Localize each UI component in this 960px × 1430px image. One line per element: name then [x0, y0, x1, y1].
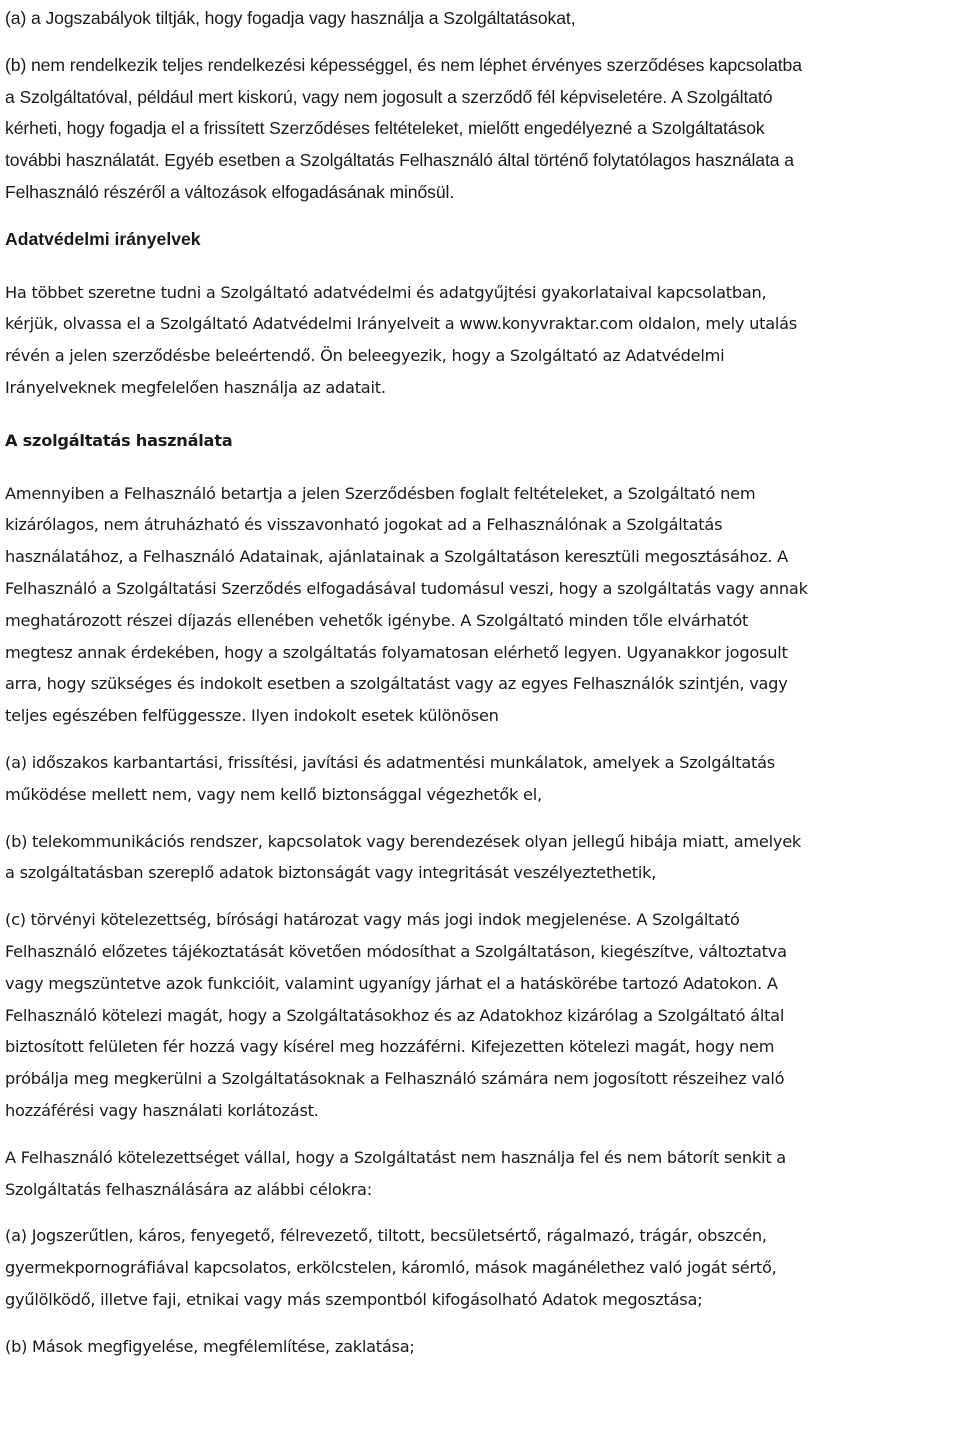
text-line: működése mellett nem, vagy nem kellő biztonsággal végezhetők el, — [5, 784, 542, 804]
text-line: a Szolgáltatóval, például mert kiskorú, vagy nem jogosult a szerződő fél képviseletére. A Szolgáltató — [5, 86, 773, 107]
text-line: kérjük, olvassa el a Szolgáltató Adatvédelmi Irányelveit a www.konyvraktar.com oldalon, mely utalás — [5, 314, 797, 334]
text-line: vagy megszüntetve azok funkcióit, valamint ugyanígy járhat el a hatáskörébe tartozó Adatokon. A — [5, 973, 778, 993]
text-line: (b) Mások megfigyelése, megfélemlítése, zaklatása; — [5, 1336, 415, 1356]
text-line: A Felhasználó kötelezettséget vállal, hogy a Szolgáltatást nem használja fel és nem bátorít senkit a — [5, 1147, 786, 1167]
paragraph-case-c — [5, 904, 955, 1127]
text-line: Irányelveknek megfelelően használja az adatait. — [5, 377, 386, 397]
text-line: (b) nem rendelkezik teljes rendelkezési képességgel, és nem léphet érvényes szerződéses kapcsolatba — [5, 54, 802, 75]
text-line: meghatározott részei díjazás ellenében vehetők igénybe. A Szolgáltató minden tőle elvárhatót — [5, 610, 749, 630]
text-line: további használatát. Egyéb esetben a Szolgáltatás Felhasználó által történő folytatólagos használata a — [5, 150, 794, 171]
paragraph-prohibited-a — [5, 1220, 955, 1315]
text-line: Felhasználó részéről a változások elfogadásának minősül. — [5, 181, 455, 202]
text-line: révén a jelen szerződésbe beleértendő. Ön beleegyezik, hogy a Szolgáltató az Adatvédelmi — [5, 346, 725, 366]
heading-service-usage: A szolgáltatás használata — [5, 430, 233, 450]
text-line: (a) időszakos karbantartási, frissítési, javítási és adatmentési munkálatok, amelyek a Szolgáltatás — [5, 752, 775, 772]
text-line: gyűlölködő, illetve faji, etnikai vagy más szempontból kifogásolható Adatok megosztása; — [5, 1289, 703, 1309]
text-line: Szolgáltatás felhasználására az alábbi célokra: — [5, 1179, 372, 1199]
text-line: Ha többet szeretne tudni a Szolgáltató adatvédelmi és adatgyűjtési gyakorlataival kapcsolatban, — [5, 282, 767, 302]
text-line: hozzáférési vagy használati korlátozást. — [5, 1100, 319, 1120]
text-line: próbálja meg megkerülni a Szolgáltatásoknak a Felhasználó számára nem jogosított részeihez való — [5, 1069, 785, 1089]
text-line: megtesz annak érdekében, hogy a szolgáltatás folyamatosan elérhető legyen. Ugyanakkor jogosult — [5, 642, 788, 662]
document-page — [5, 0, 955, 1362]
text-line: kizárólagos, nem átruházható és visszavonható jogokat ad a Felhasználónak a Szolgáltatás — [5, 515, 723, 535]
paragraph-case-b — [5, 826, 955, 890]
text-line: használatához, a Felhasználó Adatainak, ajánlatainak a Szolgáltatáson keresztüli megosztásához. A — [5, 547, 788, 567]
text-line: Felhasználó kötelezi magát, hogy a Szolgáltatásokhoz és az Adatokhoz kizárólag a Szolgáltató által — [5, 1005, 785, 1025]
text-line: biztosított felületen fér hozzá vagy kísérel meg hozzáférni. Kifejezetten kötelezi magát, hogy nem — [5, 1037, 775, 1057]
paragraph-privacy — [5, 277, 955, 404]
paragraph-restriction-b — [5, 50, 955, 209]
text-line: gyermekpornográfiával kapcsolatos, erkölcstelen, káromló, mások magánélethez való jogát sértő, — [5, 1258, 777, 1278]
text-line: (a) a Jogszabályok tiltják, hogy fogadja vagy használja a Szolgáltatásokat, — [5, 8, 576, 28]
paragraph-service-usage — [5, 478, 955, 732]
text-line: kérheti, hogy fogadja el a frissített Szerződéses feltételeket, mielőtt engedélyezné a Szolgáltatások — [5, 118, 765, 139]
text-line: a szolgáltatásban szereplő adatok biztonságát vagy integritását veszélyeztethetik, — [5, 863, 657, 883]
paragraph-user-obligation — [5, 1142, 955, 1206]
text-line: Felhasználó előzetes tájékoztatását követően módosíthat a Szolgáltatáson, kiegészítve, változtatva — [5, 941, 787, 961]
text-line: arra, hogy szükséges és indokolt esetben a szolgáltatást vagy az egyes Felhasználók szintjén, vagy — [5, 674, 788, 694]
text-line: (a) Jogszerűtlen, káros, fenyegető, félrevezető, tiltott, becsületsértő, rágalmazó, trágár, obszcén, — [5, 1226, 767, 1246]
heading-privacy-policy: Adatvédelmi irányelvek — [5, 228, 201, 249]
paragraph-restriction-a — [5, 3, 955, 35]
text-line: (b) telekommunikációs rendszer, kapcsolatok vagy berendezések olyan jellegű hibája miatt, amelyek — [5, 831, 802, 851]
text-line: (c) törvényi kötelezettség, bírósági határozat vagy más jogi indok megjelenése. A Szolgáltató — [5, 910, 740, 930]
text-line: Felhasználó a Szolgáltatási Szerződés elfogadásával tudomásul veszi, hogy a szolgáltatás vagy annak — [5, 578, 808, 598]
paragraph-prohibited-b — [5, 1331, 955, 1363]
text-line: teljes egészében felfüggessze. Ilyen indokolt esetek különösen — [5, 706, 499, 726]
paragraph-case-a — [5, 747, 955, 811]
text-line: Amennyiben a Felhasználó betartja a jelen Szerződésben foglalt feltételeket, a Szolgáltató nem — [5, 483, 756, 503]
